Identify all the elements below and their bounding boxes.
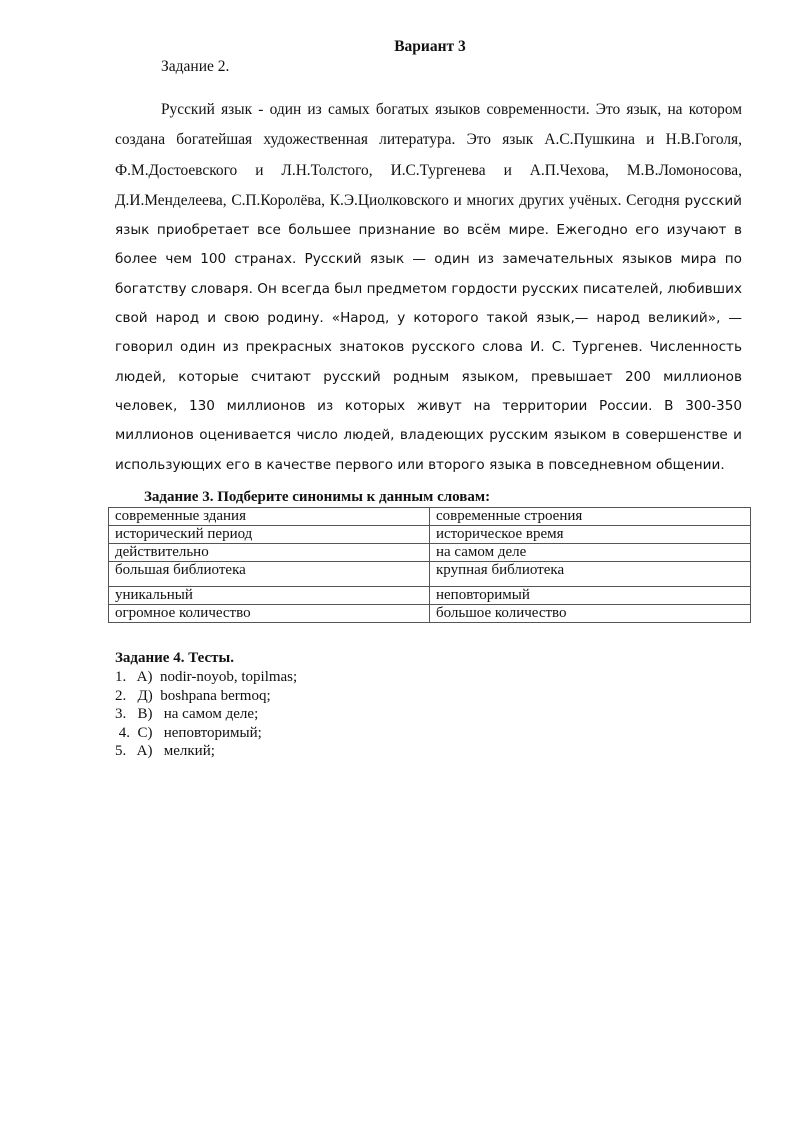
table-row — [109, 562, 751, 587]
table-row — [109, 587, 751, 605]
paragraph-segment-serif: Русский язык - один из самых богатых языков современности. Это язык, на котором создана богатейшая художественная литература. Это язык А.С.Пушкина и Н.В.Гоголя, Ф.М.Достоевского и Л.Н.Толстого, И.С.Тургенева и А.П.Чехова, М.В.Ломоносова, Д.И.Менделеева, С.П.Королёва, К.Э.Циолковского и многих других учёных. Сегодня — [115, 101, 742, 209]
table-cell-word: исторический период — [109, 526, 430, 544]
task4-heading: Задание 4. Тесты. — [115, 650, 234, 666]
table-cell-synonym: крупная библиотека — [430, 562, 751, 587]
synonyms-table — [108, 507, 751, 623]
table-cell-synonym: историческое время — [430, 526, 751, 544]
table-cell-synonym: неповторимый — [430, 587, 751, 605]
list-item: 2. Д) boshpana bermoq; — [115, 687, 271, 704]
table-row — [109, 544, 751, 562]
table-row — [109, 526, 751, 544]
list-item: 5. A) мелкий; — [115, 743, 215, 759]
list-item: 3. B) на самом деле; — [115, 706, 259, 722]
list-item: 1. A) nodir-noyob, topilmas; — [115, 669, 298, 685]
table-cell-synonym: большое количество — [430, 605, 751, 623]
table-cell-word: современные здания — [109, 508, 430, 526]
table-cell-word: огромное количество — [109, 605, 430, 623]
paragraph-segment-sans: русский язык приобретает все большее признание во всём мире. Ежегодно его изучают в более чем 100 странах. Русский язык — один из замечательных языков мира по богатству словаря. Он всегда был предметом гордости русских писателей, любивших свой народ и свою родину. «Народ, у которого такой язык,— народ великий», — говорил один из прекрасных знатоков русского слова И. С. Тургенев. Численность людей, которые считают русский родным языком, превышает 200 миллионов человек, 130 миллионов из которых живут на территории России. В 300-350 миллионов оценивается число людей, владеющих русским языком в совершенстве и использующих его в качестве первого или второго языка в повседневном общении. — [115, 192, 742, 473]
task2-paragraph — [115, 95, 742, 480]
table-row — [109, 508, 751, 526]
table-cell-word: уникальный — [109, 587, 430, 605]
table-cell-word: большая библиотека — [109, 562, 430, 587]
table-cell-word: действительно — [109, 544, 430, 562]
list-item: 4. C) неповторимый; — [115, 724, 262, 741]
table-cell-synonym: современные строения — [430, 508, 751, 526]
tests-list — [115, 668, 297, 761]
task2-heading: Задание 2. — [161, 58, 230, 75]
table-cell-synonym: на самом деле — [430, 544, 751, 562]
table-row — [109, 605, 751, 623]
task3-heading: Задание 3. Подберите синонимы к данным словам: — [144, 489, 491, 505]
variant-title: Вариант 3 — [394, 38, 466, 55]
